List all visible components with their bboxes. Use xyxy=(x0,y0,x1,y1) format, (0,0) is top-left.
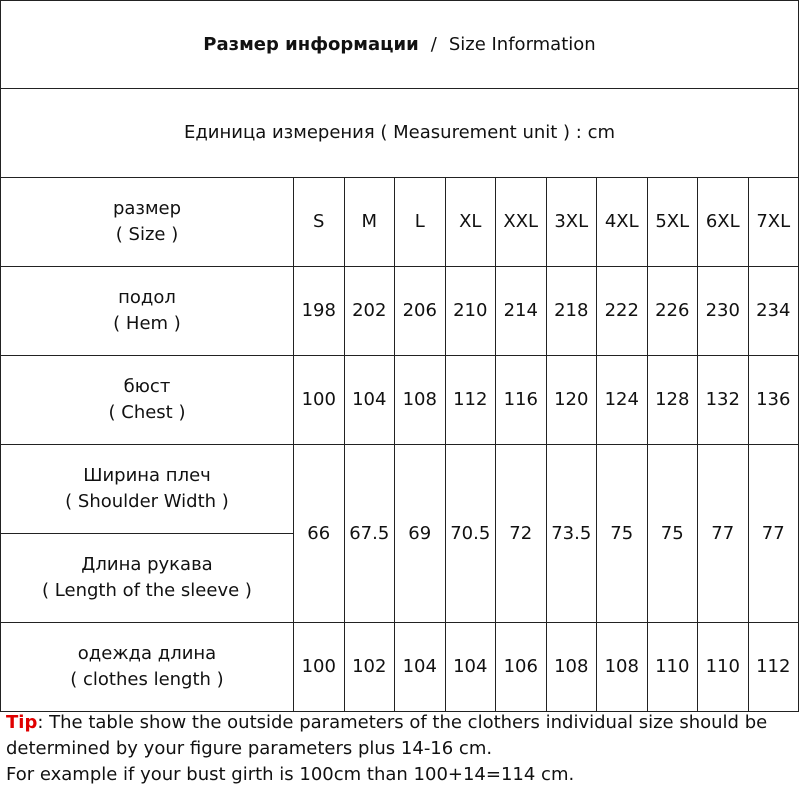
table-cell: 198 xyxy=(294,267,345,356)
tip-text-1: : The table show the outside parameters of the clothers individual size should be xyxy=(37,712,768,733)
table-cell: 66 xyxy=(294,445,345,623)
table-row-length xyxy=(1,623,799,712)
table-cell: 234 xyxy=(748,267,799,356)
label-en: ( Length of the sleeve ) xyxy=(42,580,252,601)
table-cell: 72 xyxy=(496,445,547,623)
table-cell: 67.5 xyxy=(344,445,395,623)
table-cell: 112 xyxy=(748,623,799,712)
table-row-size xyxy=(1,178,799,267)
table-cell: 110 xyxy=(698,623,749,712)
size-header-cell: 4XL xyxy=(597,178,648,267)
table-cell: 108 xyxy=(597,623,648,712)
label-en: ( Chest ) xyxy=(108,402,186,423)
table-cell: 112 xyxy=(445,356,496,445)
table-cell: 116 xyxy=(496,356,547,445)
table-cell: 100 xyxy=(294,623,345,712)
table-cell: 104 xyxy=(445,623,496,712)
title-russian: Размер информации xyxy=(203,34,419,55)
measurement-unit-text: Единица измерения ( Measurement unit ) : cm xyxy=(183,122,616,143)
size-header-cell: XXL xyxy=(496,178,547,267)
table-cell: 222 xyxy=(597,267,648,356)
table-cell: 218 xyxy=(546,267,597,356)
table-cell: 206 xyxy=(395,267,446,356)
label-en: ( Shoulder Width ) xyxy=(65,491,229,512)
label-ru: бюст xyxy=(123,376,171,397)
table-cell: 230 xyxy=(698,267,749,356)
table-cell: 70.5 xyxy=(445,445,496,623)
table-cell: 104 xyxy=(344,356,395,445)
title-english: Size Information xyxy=(448,34,596,55)
tip-line-1 xyxy=(6,710,796,736)
table-cell: 108 xyxy=(395,356,446,445)
table-cell: 102 xyxy=(344,623,395,712)
measurement-unit xyxy=(0,88,799,178)
label-en: ( Size ) xyxy=(115,224,179,245)
table-cell: 210 xyxy=(445,267,496,356)
row-label-size xyxy=(1,178,294,267)
size-header-cell: M xyxy=(344,178,395,267)
size-header-cell: S xyxy=(294,178,345,267)
table-cell: 226 xyxy=(647,267,698,356)
table-cell: 104 xyxy=(395,623,446,712)
table-cell: 73.5 xyxy=(546,445,597,623)
table-cell: 110 xyxy=(647,623,698,712)
row-label-sleeve xyxy=(1,534,294,623)
label-ru: одежда длина xyxy=(77,643,217,664)
table-cell: 69 xyxy=(395,445,446,623)
table-cell: 75 xyxy=(647,445,698,623)
row-label-chest xyxy=(1,356,294,445)
table-cell: 136 xyxy=(748,356,799,445)
table-cell: 132 xyxy=(698,356,749,445)
label-ru: Ширина плеч xyxy=(83,465,211,486)
row-label-hem xyxy=(1,267,294,356)
label-ru: Длина рукава xyxy=(81,554,213,575)
tip-note xyxy=(6,710,796,788)
size-header-cell: 5XL xyxy=(647,178,698,267)
size-header-cell: 3XL xyxy=(546,178,597,267)
table-cell: 124 xyxy=(597,356,648,445)
table-row-hem xyxy=(1,267,799,356)
table-cell: 100 xyxy=(294,356,345,445)
size-header-cell: 7XL xyxy=(748,178,799,267)
table-cell: 108 xyxy=(546,623,597,712)
label-en: ( Hem ) xyxy=(113,313,181,334)
label-en: ( clothes length ) xyxy=(70,669,224,690)
title-separator: / xyxy=(430,34,437,55)
table-cell: 214 xyxy=(496,267,547,356)
table-row-shoulder xyxy=(1,445,799,534)
row-label-shoulder xyxy=(1,445,294,534)
size-header-cell: 6XL xyxy=(698,178,749,267)
table-cell: 77 xyxy=(748,445,799,623)
table-cell: 120 xyxy=(546,356,597,445)
tip-label: Tip xyxy=(6,712,38,733)
table-cell: 202 xyxy=(344,267,395,356)
label-ru: размер xyxy=(112,198,182,219)
label-ru: подол xyxy=(118,287,176,308)
table-row-chest xyxy=(1,356,799,445)
size-header-cell: L xyxy=(395,178,446,267)
size-header-cell: XL xyxy=(445,178,496,267)
tip-line-3: For example if your bust girth is 100cm than 100+14=114 cm. xyxy=(6,764,575,785)
table-cell: 128 xyxy=(647,356,698,445)
table-cell: 75 xyxy=(597,445,648,623)
page-title xyxy=(0,0,799,89)
table-cell: 106 xyxy=(496,623,547,712)
table-cell: 77 xyxy=(698,445,749,623)
tip-line-2: determined by your figure parameters plus 14-16 cm. xyxy=(6,738,493,759)
size-table xyxy=(0,177,799,712)
row-label-length xyxy=(1,623,294,712)
